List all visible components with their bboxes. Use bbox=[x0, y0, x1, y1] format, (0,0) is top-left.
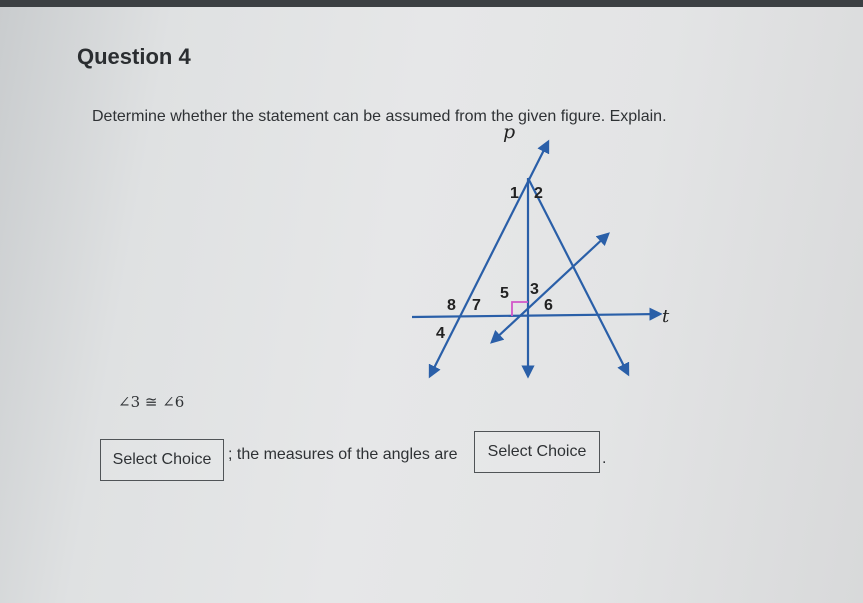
line-diagonal bbox=[492, 234, 608, 342]
question-title: Question 4 bbox=[77, 44, 191, 69]
question-prompt: Determine whether the statement can be assumed from the given figure. Explain. bbox=[92, 108, 667, 125]
label-angle-6: 6 bbox=[544, 297, 553, 314]
label-line-t: t bbox=[662, 306, 670, 327]
label-line-p: p bbox=[503, 121, 516, 143]
label-angle-7: 7 bbox=[472, 297, 481, 314]
statement: ∠3 ≅ ∠6 bbox=[118, 393, 185, 411]
label-angle-5: 5 bbox=[500, 285, 509, 302]
line-steep bbox=[528, 178, 628, 374]
label-angle-4: 4 bbox=[436, 325, 445, 342]
select-choice-label-2: Select Choice bbox=[487, 443, 587, 460]
label-angle-1: 1 bbox=[510, 185, 519, 202]
answer-end-period: . bbox=[602, 450, 607, 467]
answer-mid-text: ; the measures of the angles are bbox=[228, 446, 458, 463]
label-angle-8: 8 bbox=[447, 297, 456, 314]
line-p bbox=[430, 142, 548, 376]
line-t bbox=[412, 314, 660, 317]
label-angle-2: 2 bbox=[534, 185, 543, 202]
label-angle-3: 3 bbox=[530, 281, 539, 298]
select-choice-dropdown-2[interactable] bbox=[474, 431, 600, 473]
select-choice-dropdown-1[interactable] bbox=[100, 439, 224, 481]
select-choice-label-1: Select Choice bbox=[112, 451, 212, 468]
right-angle-marker bbox=[512, 302, 528, 316]
